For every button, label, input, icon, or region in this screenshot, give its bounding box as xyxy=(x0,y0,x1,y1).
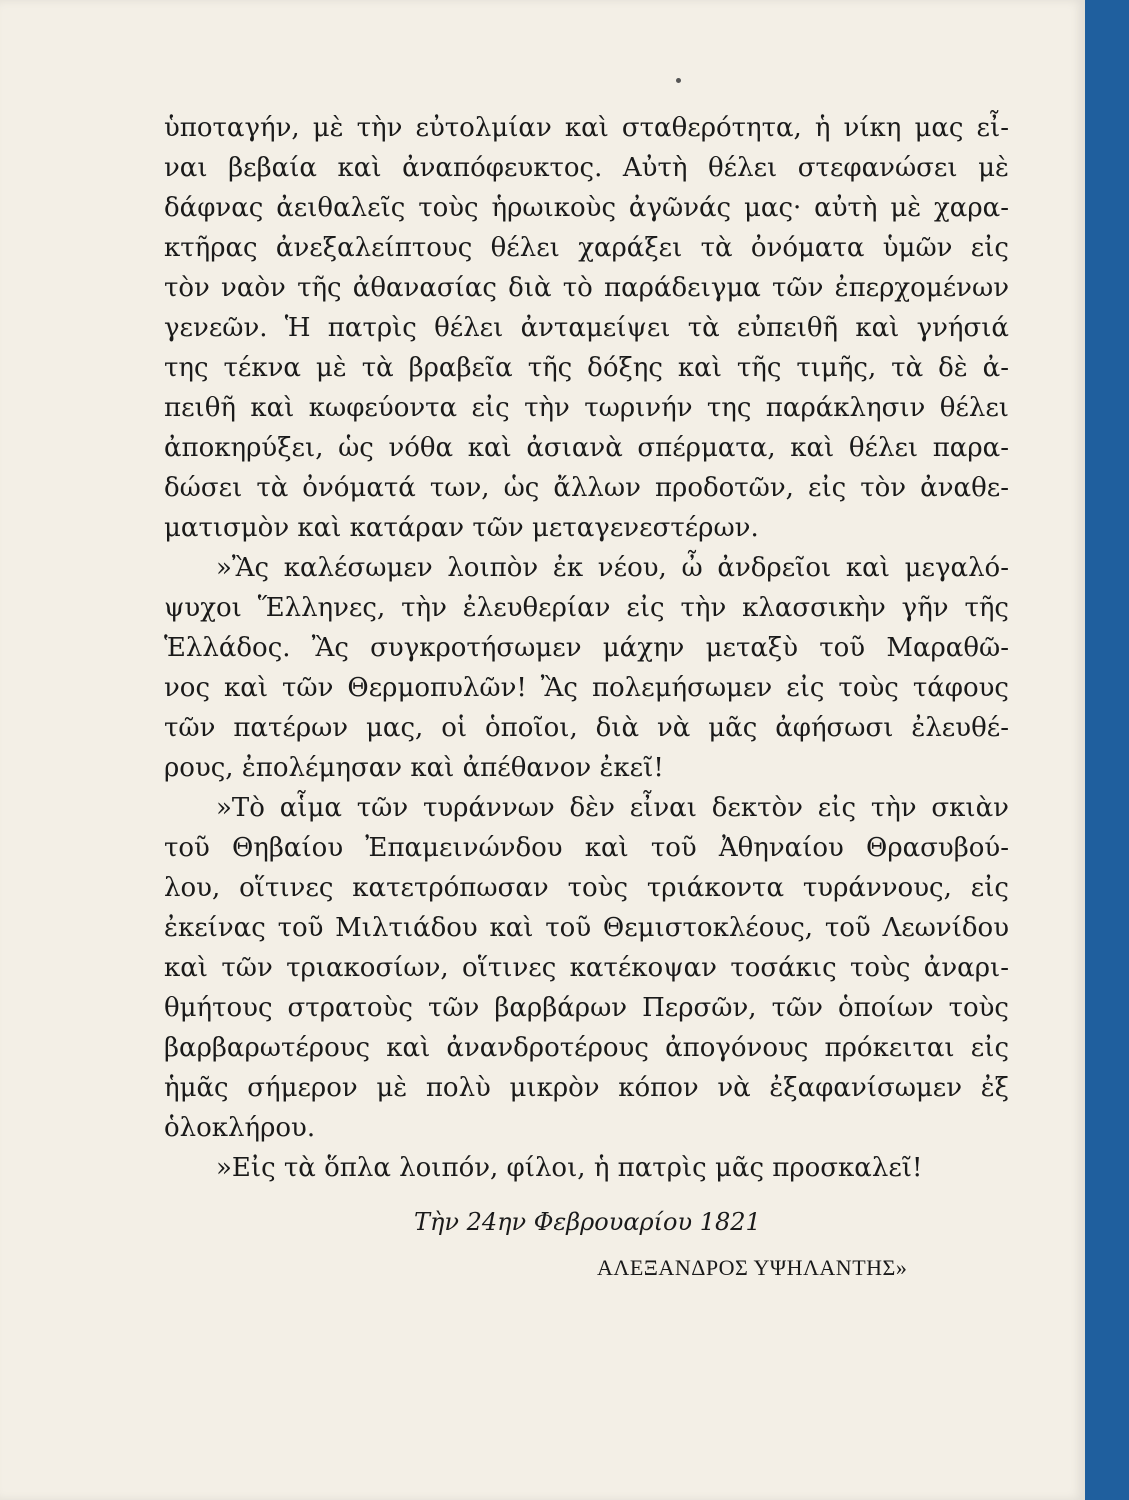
text-line: »Ἂς καλέσωμεν λοιπὸν ἐκ νέου, ὦ ἀνδρεῖοι καὶ μεγαλό- xyxy=(216,553,1009,583)
text-line: ναι βεβαία καὶ ἀναπόφευκτος. Αὐτὴ θέλει στεφανώσει μὲ xyxy=(164,153,1009,183)
text-line: ρους, ἐπολέμησαν καὶ ἀπέθανον ἐκεῖ! xyxy=(164,753,664,783)
document-date: Τὴν 24ην Φεβρουαρίου 1821 xyxy=(414,1208,761,1236)
body-text xyxy=(164,108,1009,1188)
text-line: δάφνας ἀειθαλεῖς τοὺς ἡρωικοὺς ἀγῶνάς μας· αὐτὴ μὲ χαρα- xyxy=(164,193,1009,223)
text-line: τὸν ναὸν τῆς ἀθανασίας διὰ τὸ παράδειγμα τῶν ἐπερχομένων xyxy=(164,273,1009,303)
text-line: ὁλοκλήρου. xyxy=(164,1113,316,1143)
text-line: γενεῶν. Ἡ πατρὶς θέλει ἀνταμείψει τὰ εὐπειθῆ καὶ γνήσιά xyxy=(164,313,1009,343)
text-line: ψυχοι Ἕλληνες, τὴν ἐλευθερίαν εἰς τὴν κλασσικὴν γῆν τῆς xyxy=(164,593,1009,623)
text-line: ἡμᾶς σήμερον μὲ πολὺ μικρὸν κόπον νὰ ἐξαφανίσωμεν ἐξ xyxy=(164,1073,1009,1103)
text-line: κτῆρας ἀνεξαλείπτους θέλει χαράξει τὰ ὀνόματα ὑμῶν εἰς xyxy=(164,233,1009,263)
text-line: της τέκνα μὲ τὰ βραβεῖα τῆς δόξης καὶ τῆς τιμῆς, τὰ δὲ ἀ- xyxy=(164,353,1009,383)
text-line: λου, οἵτινες κατετρόπωσαν τοὺς τριάκοντα τυράννους, εἰς xyxy=(164,873,1009,903)
text-line: ματισμὸν καὶ κατάραν τῶν μεταγενεστέρων. xyxy=(164,513,759,543)
signature: ΑΛΕΞΑΝΔΡΟΣ ΥΨΗΛΑΝΤΗΣ» xyxy=(597,1255,908,1280)
text-line: ἀποκηρύξει, ὡς νόθα καὶ ἀσιανὰ σπέρματα, καὶ θέλει παρα- xyxy=(164,433,1009,463)
text-line: νος καὶ τῶν Θερμοπυλῶν! Ἂς πολεμήσωμεν εἰς τοὺς τάφους xyxy=(164,673,1009,703)
page-mark xyxy=(676,78,681,83)
text-line: τῶν πατέρων μας, οἱ ὁποῖοι, διὰ νὰ μᾶς ἀφήσωσι ἐλευθέ- xyxy=(164,713,1009,743)
text-line: βαρβαρωτέρους καὶ ἀνανδροτέρους ἀπογόνους πρόκειται εἰς xyxy=(164,1033,1009,1063)
text-line: καὶ τῶν τριακοσίων, οἵτινες κατέκοψαν τοσάκις τοὺς ἀναρι- xyxy=(164,953,1009,983)
text-line: τοῦ Θηβαίου Ἐπαμεινώνδου καὶ τοῦ Ἀθηναίου Θρασυβού- xyxy=(164,833,1009,863)
text-line: θμήτους στρατοὺς τῶν βαρβάρων Περσῶν, τῶν ὁποίων τοὺς xyxy=(164,993,1009,1023)
text-line: Ἑλλάδος. Ἂς συγκροτήσωμεν μάχην μεταξὺ τοῦ Μαραθῶ- xyxy=(164,633,1009,663)
text-line: »Εἰς τὰ ὅπλα λοιπόν, φίλοι, ἡ πατρὶς μᾶς προσκαλεῖ! xyxy=(216,1153,923,1183)
text-line: πειθῆ καὶ κωφεύοντα εἰς τὴν τωρινήν της παράκλησιν θέλει xyxy=(164,393,1009,423)
text-line: ἐκείνας τοῦ Μιλτιάδου καὶ τοῦ Θεμιστοκλέους, τοῦ Λεωνίδου xyxy=(164,913,1009,943)
text-line: ὑποταγήν, μὲ τὴν εὐτολμίαν καὶ σταθερότητα, ἡ νίκη μας εἶ- xyxy=(164,113,1009,143)
text-line: δώσει τὰ ὀνόματά των, ὡς ἄλλων προδοτῶν, εἰς τὸν ἀναθε- xyxy=(164,473,1009,503)
text-line: »Τὸ αἷμα τῶν τυράννων δὲν εἶναι δεκτὸν εἰς τὴν σκιὰν xyxy=(216,793,1009,823)
